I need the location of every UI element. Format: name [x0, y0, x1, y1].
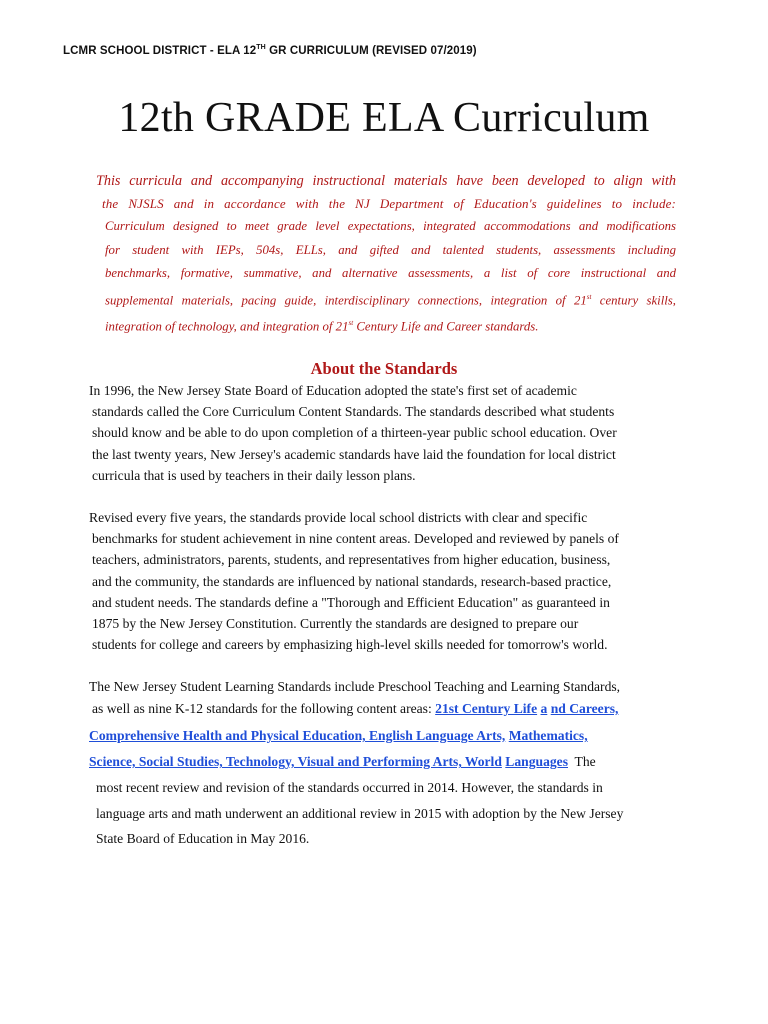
paragraph-history	[89, 380, 687, 486]
intro-line	[96, 312, 676, 339]
intro-line: benchmarks, formative, summative, and alternative assessments, a list of core instructional and	[105, 266, 676, 280]
intro-line-text: Century Life and Career standards.	[353, 319, 539, 334]
paragraph-content-areas	[89, 676, 687, 852]
paragraph-line: benchmarks for student achievement in nine content areas. Developed and reviewed by panels of	[92, 531, 619, 547]
paragraph-line: curricula that is used by teachers in their daily lesson plans.	[92, 467, 416, 483]
link-languages[interactable]: Languages	[505, 754, 568, 770]
section-heading-about-standards: About the Standards	[310, 359, 458, 378]
intro-line-text: integration of technology, and integration of 21	[105, 319, 349, 334]
paragraph-line: The New Jersey Student Learning Standards include Preschool Teaching and Learning Standards,	[89, 679, 621, 694]
link-row	[89, 749, 687, 775]
paragraph-line: Revised every five years, the standards provide local school districts with clear and specific	[89, 510, 588, 525]
header-superscript: TH	[256, 44, 266, 51]
intro-line: Curriculum designed to meet grade level expectations, integrated accommodations and modifications	[105, 219, 676, 233]
link-science-social-studies[interactable]: Science, Social Studies, Technology, Visual and Performing Arts, World	[89, 754, 502, 770]
paragraph-line: 1875 by the New Jersey Constitution. Currently the standards are designed to prepare our	[92, 616, 579, 632]
intro-line-text: supplemental materials, pacing guide, interdisciplinary connections, integration of 21	[105, 292, 587, 307]
intro-line: for student with IEPs, 504s, ELLs, and gifted and talented students, assessments including	[105, 242, 676, 257]
link-21st-century-life[interactable]: 21st Century Life	[435, 701, 538, 717]
paragraph-line: and student needs. The standards define a "Thorough and Efficient Education" as guaranteed in	[92, 594, 610, 610]
intro-line: the NJSLS and in accordance with the NJ Department of Education's guidelines to include:	[102, 196, 676, 211]
paragraph-line: students for college and careers by emphasizing high-level skills needed for tomorrow's world.	[92, 637, 608, 653]
link-health-english[interactable]: Comprehensive Health and Physical Education, English Language Arts,	[89, 728, 506, 744]
superscript: st	[586, 292, 592, 301]
intro-line-text: century skills,	[591, 292, 676, 307]
link-21st-century-a[interactable]: a	[540, 701, 548, 717]
paragraph-line: standards called the Core Curriculum Content Standards. The standards described what students	[92, 404, 615, 420]
paragraph-line: State Board of Education in May 2016.	[96, 831, 310, 847]
intro-statement	[96, 170, 676, 339]
page-header	[63, 44, 477, 57]
paragraph-line: and the community, the standards are influenced by national standards, research-based practice,	[92, 573, 612, 589]
paragraph-line	[89, 697, 687, 721]
paragraph-line: teachers, administrators, parents, students, and representatives from higher education, business,	[92, 552, 611, 568]
header-text-start: LCMR SCHOOL DISTRICT - ELA 12	[63, 44, 257, 57]
page-title: 12th GRADE ELA Curriculum	[118, 95, 650, 141]
paragraph-line: should know and be able to do upon completion of a thirteen-year public school education. Over	[92, 425, 617, 441]
link-mathematics[interactable]: Mathematics,	[508, 728, 588, 744]
paragraph-line: language arts and math underwent an additional review in 2015 with adoption by the New Jersey	[96, 805, 624, 821]
intro-line	[96, 286, 676, 313]
paragraph-line: the last twenty years, New Jersey's academic standards have laid the foundation for local district	[92, 446, 616, 462]
paragraph-text: as well as nine K-12 standards for the following content areas:	[92, 701, 436, 717]
link-21st-century-careers[interactable]: nd Careers,	[550, 701, 619, 717]
intro-line: This curricula and accompanying instructional materials have been developed to align with	[96, 173, 676, 189]
superscript: st	[348, 319, 354, 328]
paragraph-revisions	[89, 507, 687, 655]
paragraph-text: The	[568, 754, 596, 770]
header-text-end: GR CURRICULUM (REVISED 07/2019)	[265, 44, 477, 57]
paragraph-line: In 1996, the New Jersey State Board of Education adopted the state's first set of academic	[89, 383, 577, 398]
link-row	[89, 723, 687, 749]
paragraph-line: most recent review and revision of the standards occurred in 2014. However, the standards in	[96, 780, 603, 796]
